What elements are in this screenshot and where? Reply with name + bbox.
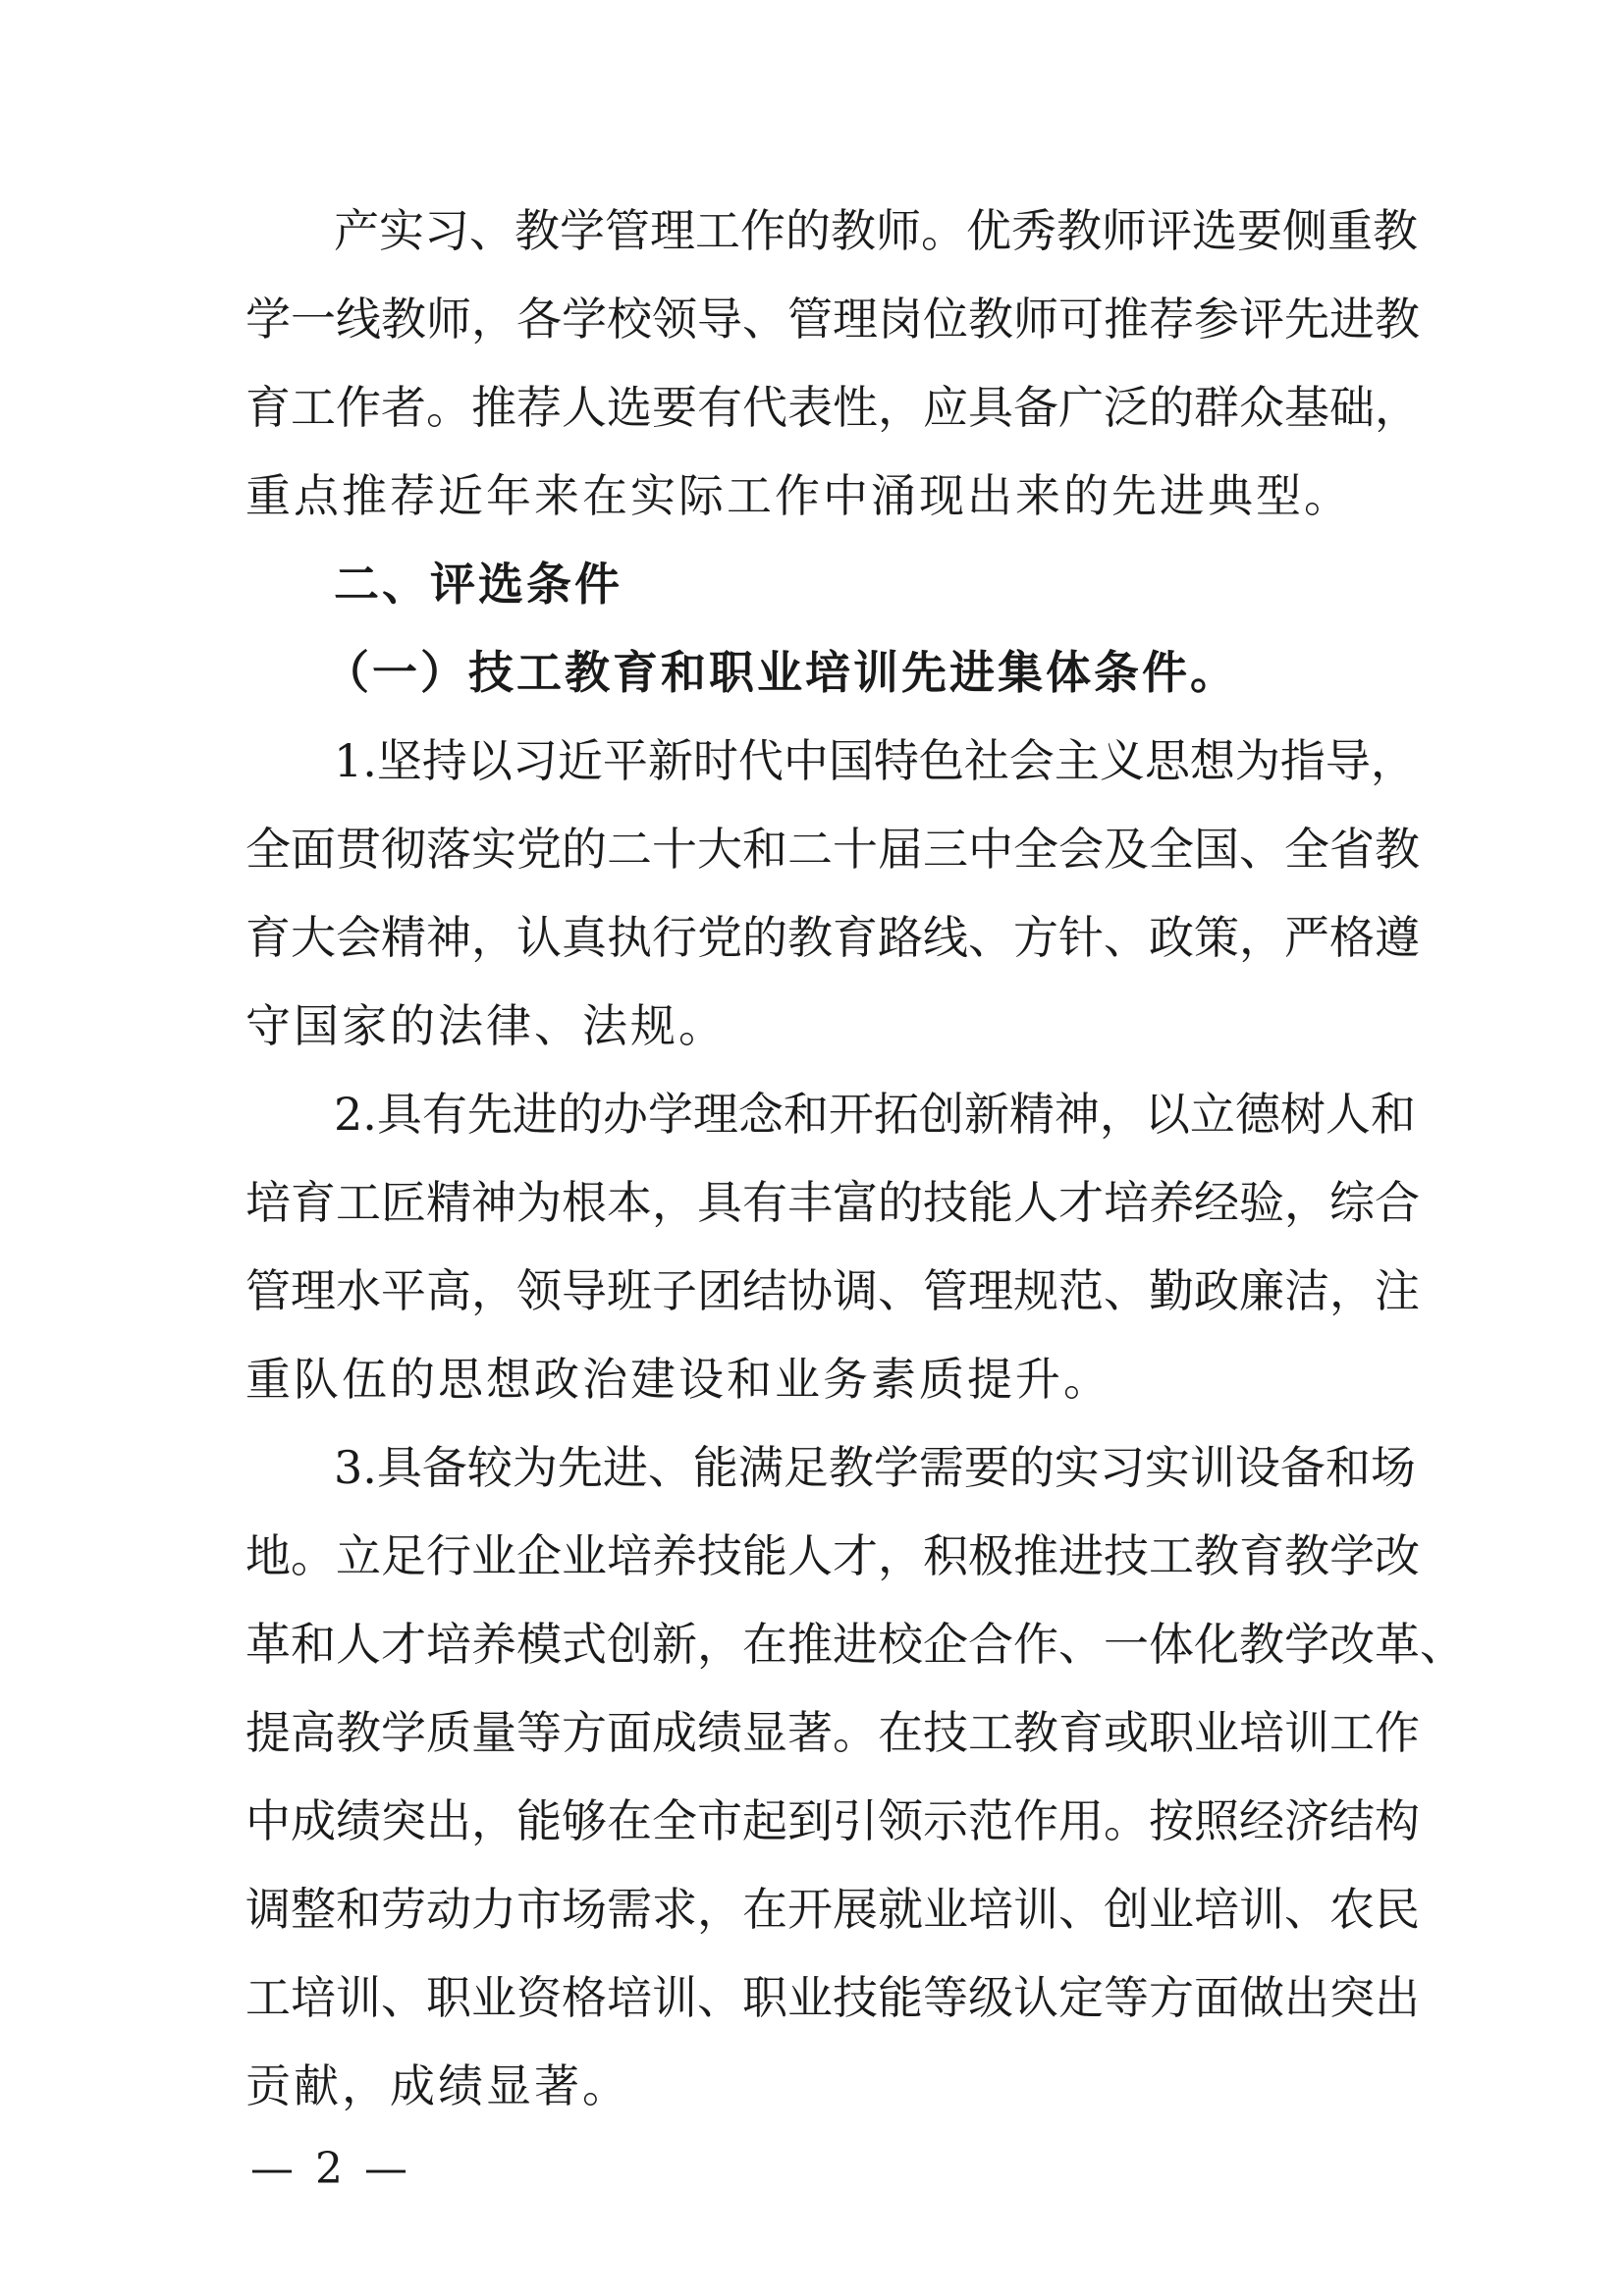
item-3-line: 地。立足行业企业培养技能人才，积极推进技工教育教学改 (245, 1529, 1420, 1582)
item-3-line: 贡献，成绩显著。 (245, 2059, 630, 2112)
item-1-line: 1.坚持以习近平新时代中国特色社会主义思想为指导， (334, 734, 1416, 787)
item-3-line: 3.具备较为先进、能满足教学需要的实习实训设备和场 (334, 1441, 1416, 1494)
item-3-line: 调整和劳动力市场需求，在开展就业培训、创业培训、农民 (245, 1883, 1420, 1936)
item-2-line: 管理水平高，领导班子团结协调、管理规范、勤政廉洁，注 (245, 1264, 1420, 1317)
item-3-line: 革和人才培养模式创新，在推进校企合作、一体化教学改革、 (245, 1618, 1465, 1671)
item-2-line: 2.具有先进的办学理念和开拓创新精神，以立德树人和 (334, 1088, 1416, 1141)
item-1-line: 守国家的法律、法规。 (245, 999, 727, 1052)
item-2-line: 培育工匠精神为根本，具有丰富的技能人才培养经验，综合 (245, 1176, 1420, 1229)
page-number: — 2 — (250, 2144, 411, 2194)
item-1-line: 全面贯彻落实党的二十大和二十届三中全会及全国、全省教 (245, 823, 1420, 876)
section-heading: 二、评选条件 (334, 558, 623, 611)
paragraph-line: 产实习、教学管理工作的教师。优秀教师评选要侧重教 (334, 204, 1418, 257)
item-3-line: 提高教学质量等方面成绩显著。在技工教育或职业培训工作 (245, 1706, 1420, 1759)
paragraph-line: 学一线教师，各学校领导、管理岗位教师可推荐参评先进教 (245, 293, 1420, 346)
item-3-line: 中成绩突出，能够在全市起到引领示范作用。按照经济结构 (245, 1794, 1420, 1847)
item-1-line: 育大会精神，认真执行党的教育路线、方针、政策，严格遵 (245, 911, 1420, 964)
paragraph-line: 育工作者。推荐人选要有代表性，应具备广泛的群众基础， (245, 381, 1420, 434)
item-3-line: 工培训、职业资格培训、职业技能等级认定等方面做出突出 (245, 1971, 1420, 2024)
item-2-line: 重队伍的思想政治建设和业务素质提升。 (245, 1353, 1111, 1406)
subsection-heading: （一）技工教育和职业培训先进集体条件。 (324, 646, 1238, 699)
paragraph-line: 重点推荐近年来在实际工作中涌现出来的先进典型。 (245, 469, 1352, 522)
